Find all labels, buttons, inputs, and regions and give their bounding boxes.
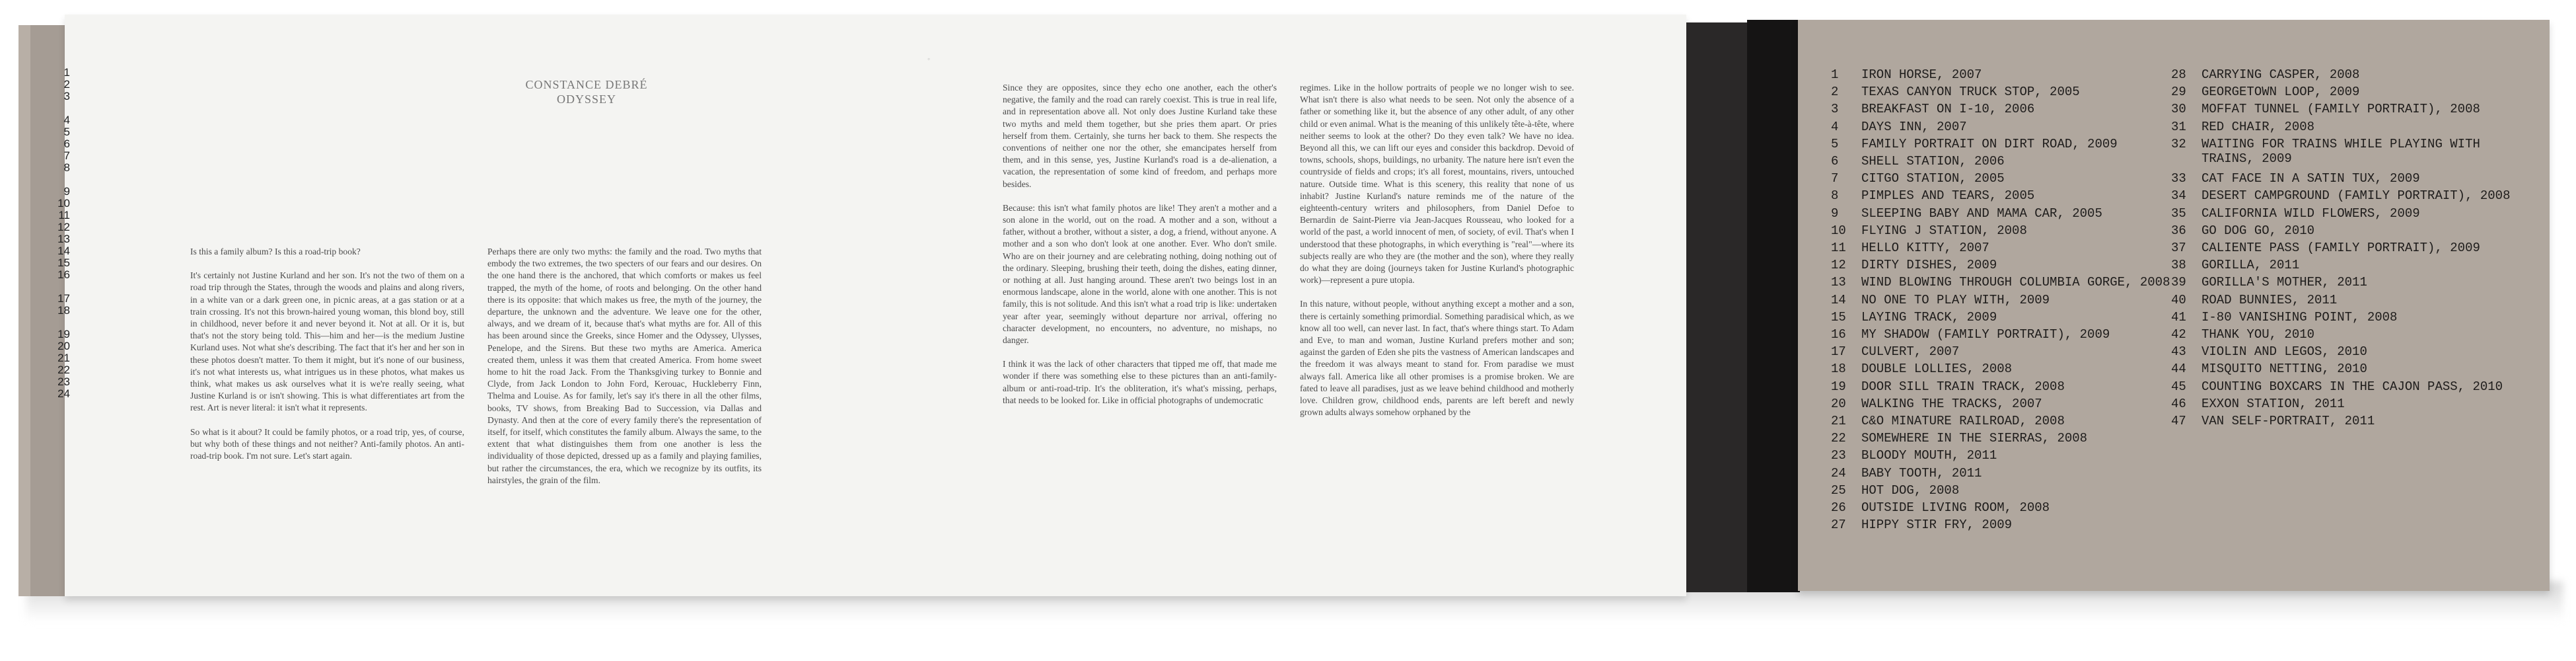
plate-entry bbox=[1831, 223, 2027, 241]
plate-entry bbox=[1831, 293, 2050, 310]
plate-title: DOOR SILL TRAIN TRACK, 2008 bbox=[1861, 379, 2065, 394]
line-number: 11 bbox=[58, 209, 70, 221]
plate-entry bbox=[1831, 241, 1989, 258]
plate-title: WAITING FOR TRAINS WHILE PLAYING WITH bbox=[2201, 136, 2480, 151]
plate-number: 25 bbox=[1831, 483, 1846, 498]
plate-number: 27 bbox=[1831, 518, 1846, 533]
plate-number: 28 bbox=[2171, 67, 2186, 82]
plate-entry bbox=[1831, 137, 2118, 154]
plate-number: 19 bbox=[1831, 379, 1846, 394]
plate-title: C&O MINATURE RAILROAD, 2008 bbox=[1861, 414, 2065, 428]
page-mark: ◦ bbox=[927, 54, 931, 63]
plate-title: TEXAS CANYON TRUCK STOP, 2005 bbox=[1861, 85, 2080, 100]
plate-number: 22 bbox=[1831, 431, 1846, 446]
plate-number: 29 bbox=[2171, 85, 2186, 100]
plate-number: 5 bbox=[1831, 136, 1839, 151]
plate-number: 2 bbox=[1831, 85, 1839, 100]
plate-title: DIRTY DISHES, 2009 bbox=[1861, 258, 1997, 273]
line-number: 19 bbox=[57, 328, 70, 340]
plate-number: 32 bbox=[2171, 136, 2186, 151]
plate-number: 7 bbox=[1831, 171, 1839, 186]
plate-title: SOMEWHERE IN THE SIERRAS, 2008 bbox=[1861, 431, 2088, 446]
plate-entry bbox=[1831, 188, 2034, 206]
plate-entry bbox=[2171, 241, 2480, 258]
plate-entry bbox=[1831, 102, 2034, 119]
plate-entry bbox=[2171, 344, 2367, 362]
plate-number: 37 bbox=[2171, 241, 2186, 255]
plate-number: 9 bbox=[1831, 206, 1839, 221]
essay-paragraph: I think it was the lack of other characters that tipped me off, that made me wonder if there was something else to these pictures than an anti-family-album or anti-road-trip. It's the obliteration, it's what's missing, perhaps, that needs to be looked for. Like in official photographs of undemocratic bbox=[1003, 359, 1277, 405]
plate-entry bbox=[1831, 85, 2080, 102]
plate-entry bbox=[2171, 136, 2480, 166]
plate-title: BABY TOOTH, 2011 bbox=[1861, 465, 1982, 481]
plate-title: IRON HORSE, 2007 bbox=[1861, 67, 1982, 82]
plate-title: HIPPY STIR FRY, 2009 bbox=[1861, 518, 2013, 533]
dark-spine bbox=[1686, 22, 1747, 592]
plate-number: 17 bbox=[1831, 344, 1846, 360]
line-number: 4 bbox=[63, 114, 70, 126]
plate-number: 44 bbox=[2171, 362, 2186, 377]
plate-number: 31 bbox=[2171, 119, 2186, 134]
plate-entry bbox=[1831, 448, 1997, 465]
plate-title: ROAD BUNNIES, 2011 bbox=[2201, 292, 2338, 307]
plate-entry bbox=[2171, 414, 2375, 431]
plate-number: 33 bbox=[2171, 171, 2186, 186]
line-number: 20 bbox=[57, 340, 70, 352]
plate-title: OUTSIDE LIVING ROOM, 2008 bbox=[1861, 500, 2050, 515]
plate-entry bbox=[2171, 275, 2367, 292]
plate-title: CALIFORNIA WILD FLOWERS, 2009 bbox=[2201, 206, 2420, 221]
plate-title: NO ONE TO PLAY WITH, 2009 bbox=[1861, 292, 2050, 307]
plate-title: GEORGETOWN LOOP, 2009 bbox=[2201, 85, 2360, 100]
plate-entry bbox=[1831, 414, 2065, 431]
line-number: 5 bbox=[63, 126, 70, 138]
line-number: 18 bbox=[57, 304, 70, 317]
plate-number: 8 bbox=[1831, 188, 1839, 204]
plate-number: 34 bbox=[2171, 188, 2186, 204]
essay-paragraph: Since they are opposites, since they echo one another, each the other's negative, the family and the road can rarely coexist. This is true in real life, and in representation above all. Not only does Justine Kurland take these two myths and meld them together, but she pries them apart. Or pries herself from them. Certainly, she turns her back to them. She respects the conventions of neither one nor the other, she emancipates herself from them, and in this sense, yes, Justine Kurland's road is a de-alienation, a vacation, the representation of some kind of freedom, and perhaps more besides. bbox=[1003, 83, 1277, 189]
plate-number: 39 bbox=[2171, 275, 2186, 290]
plate-entry bbox=[1831, 171, 2005, 188]
line-number: 1 bbox=[63, 66, 70, 79]
plate-entry bbox=[2171, 310, 2397, 327]
plate-entry bbox=[2171, 67, 2359, 85]
plate-entry bbox=[1831, 431, 2087, 448]
plate-title: PIMPLES AND TEARS, 2005 bbox=[1861, 188, 2035, 204]
line-number: 2 bbox=[63, 78, 70, 91]
plate-entry bbox=[1831, 397, 2042, 414]
plate-entry bbox=[1831, 518, 2012, 535]
plate-entry bbox=[1831, 67, 1982, 85]
plate-title: GORILLA, 2011 bbox=[2201, 258, 2300, 273]
plate-title: BLOODY MOUTH, 2011 bbox=[1861, 448, 1997, 463]
plate-number: 24 bbox=[1831, 465, 1846, 481]
plate-entry bbox=[1831, 344, 1959, 362]
line-number: 22 bbox=[57, 364, 70, 376]
plate-entry bbox=[1831, 154, 2005, 171]
plate-title: I-80 VANISHING POINT, 2008 bbox=[2201, 309, 2398, 325]
plate-entry bbox=[2171, 258, 2299, 275]
plate-list-page bbox=[1798, 20, 2550, 591]
plate-number: 35 bbox=[2171, 206, 2186, 221]
plate-number: 14 bbox=[1831, 292, 1846, 307]
line-number: 12 bbox=[57, 221, 70, 233]
line-number: 14 bbox=[57, 245, 70, 257]
plate-entry bbox=[1831, 483, 1959, 500]
plate-title: DOUBLE LOLLIES, 2008 bbox=[1861, 362, 2013, 377]
essay-column-4 bbox=[1300, 82, 1574, 430]
plate-title: MOFFAT TUNNEL (FAMILY PORTRAIT), 2008 bbox=[2201, 102, 2480, 117]
plate-title: CALIENTE PASS (FAMILY PORTRAIT), 2009 bbox=[2201, 241, 2480, 255]
line-number: 8 bbox=[63, 161, 70, 174]
plate-title: DESERT CAMPGROUND (FAMILY PORTRAIT), 2008 bbox=[2201, 188, 2511, 204]
plate-title: CAT FACE IN A SATIN TUX, 2009 bbox=[2201, 171, 2420, 186]
plate-entry bbox=[1831, 362, 2012, 379]
plate-number: 10 bbox=[1831, 223, 1846, 238]
essay-paragraph: Perhaps there are only two myths: the family and the road. Two myths that embody the two extremes, the two specters of our fears and our desires. On the one hand there is the anchored, that which comforts or makes us feel trapped, the myth of the home, of roots and belonging. On the other hand there is its opposite: that which makes us free, the myth of the journey, the departure, the unknown and the adventure. We leave one for the other, always, and we dream of it, because that's what myths are for. All of this has been around since the Greeks, since Homer and the Odyssey, Ulysses, Penelope, and the Sirens. But these two myths are America. America created them, unless it was them that created America. From home sweet home to hit the road Jack. From the Thanksgiving turkey to Bonnie and Clyde, from Jack London to John Ford, Kerouac, Huckleberry Finn, Thelma and Louise. As for family, let's say it's there in all the other films, books, TV shows, from Breaking Bad to Succession, via Dallas and Dynasty. And then at the core of every family there's the representation of itself, for itself, which constitutes the family album. Always the same, to the extent that what distinguishes them from one another is less the individuality of those depicted, dressed up as a family and playing families, but rather the circumstances, the era, which we recognize by its outfits, its hairstyles, the grain of the film. bbox=[487, 247, 762, 485]
plate-number: 41 bbox=[2171, 309, 2186, 325]
plate-title: EXXON STATION, 2011 bbox=[2201, 396, 2345, 411]
plate-entry bbox=[2171, 327, 2314, 344]
plate-entry bbox=[2171, 293, 2337, 310]
plate-title-continued: TRAINS, 2009 bbox=[2201, 151, 2292, 166]
plate-number: 4 bbox=[1831, 119, 1839, 134]
plate-entry bbox=[2171, 102, 2480, 119]
essay-column-1 bbox=[190, 246, 464, 474]
essay-spread bbox=[65, 15, 1686, 596]
plate-number: 40 bbox=[2171, 292, 2186, 307]
plate-number: 15 bbox=[1831, 309, 1846, 325]
plate-title: THANK YOU, 2010 bbox=[2201, 327, 2315, 342]
plate-title: CARRYING CASPER, 2008 bbox=[2201, 67, 2360, 82]
plate-title: VIOLIN AND LEGOS, 2010 bbox=[2201, 344, 2367, 360]
plate-entry bbox=[2171, 120, 2314, 137]
plate-title: VAN SELF-PORTRAIT, 2011 bbox=[2201, 414, 2375, 428]
plate-title: HOT DOG, 2008 bbox=[1861, 483, 1960, 498]
plate-entry bbox=[1831, 379, 2065, 397]
plate-entry bbox=[1831, 120, 1967, 137]
plate-title: MY SHADOW (FAMILY PORTRAIT), 2009 bbox=[1861, 327, 2110, 342]
essay-paragraph: Is this a family album? Is this a road-trip book? bbox=[190, 247, 361, 256]
plate-title: MISQUITO NETTING, 2010 bbox=[2201, 362, 2367, 377]
plate-entry bbox=[2171, 362, 2367, 379]
plate-number: 46 bbox=[2171, 396, 2186, 411]
plate-entry bbox=[2171, 223, 2314, 241]
plate-number: 3 bbox=[1831, 102, 1839, 117]
plate-entry bbox=[2171, 171, 2420, 188]
line-number: 9 bbox=[63, 185, 70, 198]
plate-number: 36 bbox=[2171, 223, 2186, 238]
plate-title: CULVERT, 2007 bbox=[1861, 344, 1960, 360]
plate-number: 47 bbox=[2171, 414, 2186, 428]
line-number: 15 bbox=[57, 256, 70, 269]
plate-number: 30 bbox=[2171, 102, 2186, 117]
line-number: 7 bbox=[63, 149, 70, 162]
plate-title: HELLO KITTY, 2007 bbox=[1861, 241, 1989, 255]
plate-number: 16 bbox=[1831, 327, 1846, 342]
plate-entry bbox=[2171, 188, 2510, 206]
plate-number: 12 bbox=[1831, 258, 1846, 273]
plate-entry bbox=[1831, 327, 2110, 344]
line-number: 16 bbox=[57, 268, 70, 281]
line-number: 23 bbox=[57, 375, 70, 388]
plate-entry bbox=[1831, 275, 2170, 292]
essay-paragraph: In this nature, without people, without anything except a mother and a son, there is certainly something primordial. Something paradisical which, as we know all too well, can never last. In fact, that's where things start. To Adam and Eve, to man and woman, Justine Kurland prefers mother and son; against the garden of Eden she pits the vastness of American landscapes and the freedom it was always meant to stand for. From paradise we must always fall. America like all other promises is a promise broken. We are fated to leave all paradises, just as we leave behind childhood and motherly love. Children grow, childhood ends, parents are left bereft and newly grown adults always somehow orphaned by the bbox=[1300, 299, 1574, 418]
essay-author: CONSTANCE DEBRÉ bbox=[525, 78, 648, 91]
plate-number: 43 bbox=[2171, 344, 2186, 360]
essay-title: ODYSSEY bbox=[556, 93, 616, 106]
line-number: 13 bbox=[57, 233, 70, 245]
plate-title: FAMILY PORTRAIT ON DIRT ROAD, 2009 bbox=[1861, 136, 2118, 151]
plate-number: 45 bbox=[2171, 379, 2186, 394]
black-spine bbox=[1747, 20, 1800, 592]
essay-paragraph: regimes. Like in the hollow portraits of people we no longer wish to see. What isn't there is also what needs to be seen. Not only the absence of a father or something like it, but the absence of any other adult, of any other child or even animal. What is the meaning of this unlikely tête-à-tête, where neither seems to look at the other? Do they even talk? We have no idea. Beyond all this, we can lift our eyes and consider this backdrop. Devoid of towns, schools, shops, buildings, no urbanity. The nature here isn't even the countryside of fields and crops; it's all forest, mountains, rivers, untouched nature. Outside time. What is this scenery, this reality that none of us inhabit? Justine Kurland's nature reminds me of the nature of the eighteenth-century writers and philosophers, from Daniel Defoe to Bernardin de Saint-Pierre via Jean-Jacques Rousseau, who looked for a world of the past, a world innocent of men, of society, of evil. That's when I understood that these photographs, in which everything is "real"—where its subjects really are who they are (the mother and the son), where they really do what they are doing (journeys taken for Justine Kurland's photographic work)—represent a pure utopia. bbox=[1300, 83, 1574, 286]
line-number: 24 bbox=[57, 387, 70, 400]
plate-number: 13 bbox=[1831, 275, 1846, 290]
line-number: 17 bbox=[57, 292, 70, 305]
essay-paragraph: Because: this isn't what family photos are like! They aren't a mother and a son alone in the world, out on the road. A mother and a son, without a father, without a brother, without a sister, a dog, a friend, without anyone. A mother and a son who don't look at one another. Ever. Who don't smile. Who are on their journey and are celebrating nothing, doing nothing out of the ordinary. Sleeping, brushing their teeth, doing the dishes, eating dinner, or nothing at all. Just hanging around. These aren't two beings lost in an enormous landscape, alone in the world, alone with one another. This is not family, this is not solitude. And this isn't what a road trip is like: undertaken year after year, seemingly without departure nor arrival, offering no character development, no encounters, no adventure, no mishaps, no danger. bbox=[1003, 202, 1277, 346]
line-number: 21 bbox=[57, 352, 70, 364]
plate-title: BREAKFAST ON I-10, 2006 bbox=[1861, 102, 2035, 117]
plate-entry bbox=[1831, 206, 2102, 223]
plate-number: 26 bbox=[1831, 500, 1846, 515]
plate-title: WALKING THE TRACKS, 2007 bbox=[1861, 396, 2042, 411]
plate-number: 38 bbox=[2171, 258, 2186, 273]
plate-title: SHELL STATION, 2006 bbox=[1861, 154, 2005, 169]
plate-entry bbox=[2171, 397, 2345, 414]
essay-paragraph: So what is it about? It could be family photos, or a road trip, yes, of course, but why both of these things and not neither? Anti-family photos. An anti-road-trip book. I'm not sure. Let's start again. bbox=[190, 426, 464, 461]
plate-title: WIND BLOWING THROUGH COLUMBIA GORGE, 2008 bbox=[1861, 275, 2170, 290]
plate-number: 23 bbox=[1831, 448, 1846, 463]
plate-title: CITGO STATION, 2005 bbox=[1861, 171, 2005, 186]
plate-title: GORILLA'S MOTHER, 2011 bbox=[2201, 275, 2367, 290]
line-number: 6 bbox=[63, 137, 70, 150]
essay-column-3 bbox=[1003, 82, 1277, 418]
plate-title: LAYING TRACK, 2009 bbox=[1861, 309, 1997, 325]
plate-title: COUNTING BOXCARS IN THE CAJON PASS, 2010 bbox=[2201, 379, 2503, 394]
plate-entry bbox=[1831, 310, 1997, 327]
plate-number: 42 bbox=[2171, 327, 2186, 342]
line-number: 10 bbox=[57, 197, 70, 210]
plate-number: 1 bbox=[1831, 67, 1839, 82]
plate-number: 6 bbox=[1831, 154, 1839, 169]
left-kraft-edge bbox=[18, 25, 30, 596]
plate-title: DAYS INN, 2007 bbox=[1861, 119, 1967, 134]
plate-title: RED CHAIR, 2008 bbox=[2201, 119, 2315, 134]
plate-title: GO DOG GO, 2010 bbox=[2201, 223, 2315, 238]
plate-entry bbox=[2171, 379, 2503, 397]
plate-title: FLYING J STATION, 2008 bbox=[1861, 223, 2027, 238]
plate-entry bbox=[2171, 85, 2359, 102]
plate-number: 11 bbox=[1831, 241, 1846, 255]
plate-entry bbox=[1831, 466, 1982, 483]
essay-paragraph: It's certainly not Justine Kurland and her son. It's not the two of them on a road trip through the States, through the woods and plains and along rivers, in a white van or a dark green one, in picnic areas, at a gas station or at a train crossing. It's not this brown-haired young woman, this blond boy, still in childhood, never before it and never beyond it. Not at all. Or it is, but that's not the story being told. This—him and her—is the medium Justine Kurland uses. Not what she's describing. The fact that it's her and her son in these photos doesn't matter. To them it might, but it's none of our business, it's not what interests us, what intrigues us in these photos, what makes us think, what makes us ask ourselves what it is we're really seeing, what Justine Kurland is or isn't showing. This is what differentiates art from the rest. Art is never literal: it isn't what it represents. bbox=[190, 270, 464, 413]
essay-column-2 bbox=[487, 246, 762, 498]
line-number: 3 bbox=[63, 90, 70, 102]
plate-title: SLEEPING BABY AND MAMA CAR, 2005 bbox=[1861, 206, 2102, 221]
plate-entry bbox=[1831, 500, 2050, 518]
plate-number: 20 bbox=[1831, 396, 1846, 411]
plate-entry bbox=[1831, 258, 1997, 275]
plate-entry bbox=[2171, 206, 2420, 223]
plate-number: 21 bbox=[1831, 414, 1846, 428]
plate-number: 18 bbox=[1831, 362, 1846, 377]
